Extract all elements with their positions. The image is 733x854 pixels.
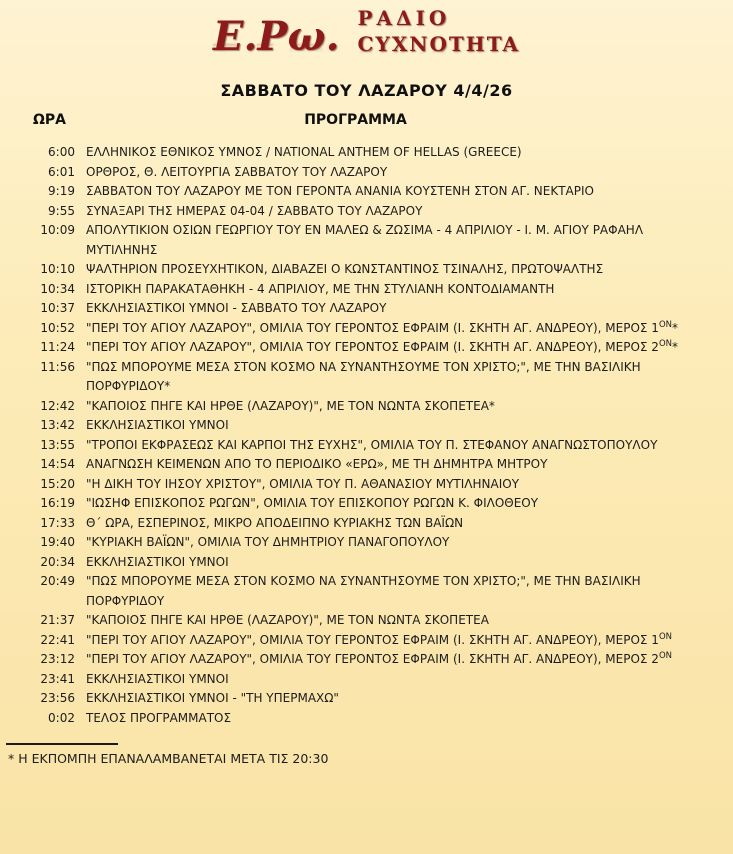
row-time: 10:52	[40, 320, 75, 335]
row-program-text: ΣΥΝΑΞΑΡΙ ΤΗΣ ΗΜΕΡΑΣ 04-04 / ΣΑΒΒΑΤΟ ΤΟΥ ΛΑΖΑΡΟΥ	[86, 203, 423, 218]
ordinal-superscript: ΟΝ	[658, 339, 672, 349]
row-program-text: ΕΚΚΛΗΣΙΑΣΤΙΚΟΙ ΥΜΝΟΙ	[86, 554, 229, 569]
table-row	[0, 202, 733, 222]
ordinal-superscript: ΟΝ	[658, 319, 672, 330]
row-time: 23:41	[40, 671, 75, 686]
station-name-line2: CYXNOTHTA	[357, 32, 521, 56]
row-time: 15:20	[40, 476, 75, 491]
row-time: 20:49	[40, 574, 75, 588]
row-program-text: ΕΚΚΛΗΣΙΑΣΤΙΚΟΙ ΥΜΝΟΙ	[86, 671, 229, 686]
table-row	[0, 397, 733, 417]
table-row	[0, 163, 733, 183]
row-program-text: "Η ΔΙΚΗ ΤΟΥ ΙΗΣΟΥ ΧΡΙΣΤΟΥ", ΟΜΙΛΙΑ ΤΟΥ Π. ΑΘΑΝΑΣΙΟΥ ΜΥΤΙΛΗΝΑΙΟΥ	[86, 476, 520, 491]
table-row	[0, 494, 733, 514]
table-row	[0, 455, 733, 475]
time-column-header: ΩΡΑ	[33, 112, 66, 128]
row-time: 20:34	[40, 554, 75, 569]
table-row	[0, 338, 733, 358]
table-row	[0, 514, 733, 534]
program-column-header: ΠΡΟΓΡΑΜΜΑ	[304, 112, 407, 128]
row-program-text: "ΠΕΡΙ ΤΟΥ ΑΓΙΟΥ ΛΑΖΑΡΟΥ", ΟΜΙΛΙΑ ΤΟΥ ΓΕΡΟΝΤΟΣ ΕΦΡΑΙΜ (Ι. ΣΚΗΤΗ ΑΓ. ΑΝΔΡΕΟΥ), ΜΕΡΟΣ $2^{ON}*$	[86, 339, 678, 354]
row-program-text: ΤΕΛΟΣ ΠΡΟΓΡΑΜΜΑΤΟΣ	[86, 710, 232, 725]
row-program-text: ΑΝΑΓΝΩΣΗ ΚΕΙΜΕΝΩΝ ΑΠΟ ΤΟ ΠΕΡΙΟΔΙΚΟ «ΕΡΩ», ΜΕ ΤΗ ΔΗΜΗΤΡΑ ΜΗΤΡΟΥ	[86, 457, 548, 471]
row-program-text: "ΠΕΡΙ ΤΟΥ ΑΓΙΟΥ ΛΑΖΑΡΟΥ", ΟΜΙΛΙΑ ΤΟΥ ΓΕΡΟΝΤΟΣ ΕΦΡΑΙΜ (Ι. ΣΚΗΤΗ ΑΓ. ΑΝΔΡΕΟΥ), ΜΕΡΟΣ $1^{ON}*$	[86, 319, 678, 335]
ero-logo-text: Ε.Ρω.	[212, 13, 340, 60]
table-row	[0, 416, 733, 436]
row-time: 21:37	[40, 613, 75, 627]
table-row	[0, 319, 733, 339]
row-program-text: ΨΑΛΤΗΡΙΟΝ ΠΡΟΣΕΥΧΗΤΙΚΟΝ, ΔΙΑΒΑΖΕΙ Ο ΚΩΝΣΤΑΝΤΙΝΟΣ ΤΣΙΝΑΛΗΣ, ΠΡΩΤΟΨΑΛΤΗΣ	[86, 262, 604, 276]
table-row	[0, 221, 733, 260]
row-time: 12:42	[40, 398, 75, 413]
row-program-text: ΕΛΛΗΝΙΚΟΣ ΕΘΝΙΚΟΣ ΥΜΝΟΣ / NATIONAL ANTHEM OF HELLAS (GREECE)	[86, 145, 522, 159]
row-program-text: "ΚΑΠΟΙΟΣ ΠΗΓΕ ΚΑΙ ΗΡΘΕ (ΛΑΖΑΡΟΥ)", ΜΕ ΤΟΝ ΝΩΝΤΑ ΣΚΟΠΕΤΕΑ*	[86, 398, 495, 413]
row-program-text: "ΠΕΡΙ ΤΟΥ ΑΓΙΟΥ ΛΑΖΑΡΟΥ", ΟΜΙΛΙΑ ΤΟΥ ΓΕΡΟΝΤΟΣ ΕΦΡΑΙΜ (Ι. ΣΚΗΤΗ ΑΓ. ΑΝΔΡΕΟΥ), ΜΕΡΟΣ $1^{ON}$	[86, 631, 672, 647]
table-row	[0, 611, 733, 631]
row-program-text: "ΠΕΡΙ ΤΟΥ ΑΓΙΟΥ ΛΑΖΑΡΟΥ", ΟΜΙΛΙΑ ΤΟΥ ΓΕΡΟΝΤΟΣ ΕΦΡΑΙΜ (Ι. ΣΚΗΤΗ ΑΓ. ΑΝΔΡΕΟΥ), ΜΕΡΟΣ $2^{ON}$	[86, 651, 672, 666]
table-row	[0, 260, 733, 280]
row-time: 10:10	[40, 262, 75, 276]
row-program-text: ΕΚΚΛΗΣΙΑΣΤΙΚΟΙ ΥΜΝΟΙ - "ΤΗ ΥΠΕΡΜΑΧΩ"	[86, 691, 339, 705]
row-time: 6:00	[48, 145, 75, 159]
table-header	[0, 112, 733, 132]
row-time: 13:42	[40, 418, 75, 432]
page-title: ΣΑΒΒΑΤΟ ΤΟΥ ΛΑΖΑΡΟΥ 4/4/26	[220, 81, 513, 100]
row-program-text: ΑΠΟΛΥΤΙΚΙΟΝ ΟΣΙΩΝ ΓΕΩΡΓΙΟΥ ΤΟΥ ΕΝ ΜΑΛΕΩ & ΖΩΣΙΜΑ - 4 ΑΠΡΙΛΙΟΥ - Ι. Μ. ΑΓΙΟΥ ΡΑΦΑΗΛ ΜΥΤΙΛΗΝΗΣ	[86, 223, 644, 257]
row-program-text: ΕΚΚΛΗΣΙΑΣΤΙΚΟΙ ΥΜΝΟΙ	[86, 418, 229, 432]
table-row	[0, 533, 733, 553]
row-time: 6:01	[48, 164, 75, 179]
row-time: 11:24	[40, 340, 75, 354]
footnote: * Η ΕΚΠΟΜΠΗ ΕΠΑΝΑΛΑΜΒΑΝΕΤΑΙ ΜΕΤΑ ΤΙΣ 20:30	[8, 751, 329, 766]
table-row	[0, 709, 733, 729]
ordinal-superscript: ΟΝ	[658, 631, 672, 642]
table-row	[0, 182, 733, 202]
table-row	[0, 280, 733, 300]
station-name-line1: ΡΑΔΙΟ	[357, 6, 451, 30]
row-program-text: ΕΚΚΛΗΣΙΑΣΤΙΚΟΙ ΥΜΝΟΙ - ΣΑΒΒΑΤΟ ΤΟΥ ΛΑΖΑΡΟΥ	[86, 301, 387, 315]
row-time: 23:56	[40, 691, 75, 705]
table-row	[0, 143, 733, 163]
station-logo	[0, 0, 733, 79]
row-time: 14:54	[40, 457, 75, 471]
program-list	[0, 143, 733, 728]
row-program-text: ΣΑΒΒΑΤΟΝ ΤΟΥ ΛΑΖΑΡΟΥ ΜΕ ΤΟΝ ΓΕΡΟΝΤΑ ΑΝΑΝΙΑ ΚΟΥΣΤΕΝΗ ΣΤΟΝ ΑΓ. ΝΕΚΤΑΡΙΟ	[86, 184, 594, 198]
row-program-text: "ΚΥΡΙΑΚΗ ΒΑΪΩΝ", ΟΜΙΛΙΑ ΤΟΥ ΔΗΜΗΤΡΙΟΥ ΠΑΝΑΓΟΠΟΥΛΟΥ	[86, 535, 450, 549]
row-time: 9:19	[48, 184, 75, 198]
row-program-text: "ΠΩΣ ΜΠΟΡΟΥΜΕ ΜΕΣΑ ΣΤΟΝ ΚΟΣΜΟ ΝΑ ΣΥΝΑΝΤΗΣΟΥΜΕ ΤΟΝ ΧΡΙΣΤΟ;", ΜΕ ΤΗΝ ΒΑΣΙΛΙΚΗ ΠΟΡΦΥΡΙΔΟΥ	[86, 574, 641, 608]
table-row	[0, 689, 733, 709]
row-time: 0:02	[48, 710, 75, 725]
row-program-text: ΙΣΤΟΡΙΚΗ ΠΑΡΑΚΑΤΑΘΗΚΗ - 4 ΑΠΡΙΛΙΟΥ, ΜΕ ΤΗΝ ΣΤΥΛΙΑΝΗ ΚΟΝΤΟΔΙΑΜΑΝΤΗ	[86, 281, 555, 296]
row-program-text: "ΚΑΠΟΙΟΣ ΠΗΓΕ ΚΑΙ ΗΡΘΕ (ΛΑΖΑΡΟΥ)", ΜΕ ΤΟΝ ΝΩΝΤΑ ΣΚΟΠΕΤΕΑ	[86, 613, 489, 627]
row-time: 11:56	[40, 359, 75, 374]
table-row	[0, 572, 733, 611]
row-program-text: "ΠΩΣ ΜΠΟΡΟΥΜΕ ΜΕΣΑ ΣΤΟΝ ΚΟΣΜΟ ΝΑ ΣΥΝΑΝΤΗΣΟΥΜΕ ΤΟΝ ΧΡΙΣΤΟ;", ΜΕ ΤΗΝ ΒΑΣΙΛΙΚΗ ΠΟΡΦΥΡΙΔΟΥ*	[86, 359, 641, 393]
row-time: 13:55	[40, 437, 75, 452]
table-row	[0, 299, 733, 319]
row-time: 16:19	[40, 496, 75, 510]
row-time: 10:09	[40, 223, 75, 237]
table-row	[0, 436, 733, 456]
row-time: 10:34	[40, 281, 75, 296]
row-time: 19:40	[40, 535, 75, 549]
table-row	[0, 475, 733, 495]
row-time: 23:12	[40, 652, 75, 666]
footnote-divider	[6, 743, 118, 745]
row-time: 22:41	[40, 632, 75, 647]
table-row	[0, 670, 733, 690]
row-program-text: "ΤΡΟΠΟΙ ΕΚΦΡΑΣΕΩΣ ΚΑΙ ΚΑΡΠΟΙ ΤΗΣ ΕΥΧΗΣ", ΟΜΙΛΙΑ ΤΟΥ Π. ΣΤΕΦΑΝΟΥ ΑΝΑΓΝΩΣΤΟΠΟΥΛΟΥ	[86, 437, 658, 452]
table-row	[0, 553, 733, 573]
row-program-text: Θ΄ ΩΡΑ, ΕΣΠΕΡΙΝΟΣ, ΜΙΚΡΟ ΑΠΟΔΕΙΠΝΟ ΚΥΡΙΑΚΗΣ ΤΩΝ ΒΑΪΩΝ	[86, 515, 464, 530]
table-row	[0, 650, 733, 670]
row-time: 9:55	[48, 203, 75, 218]
row-program-text: ΟΡΘΡΟΣ, Θ. ΛΕΙΤΟΥΡΓΙΑ ΣΑΒΒΑΤΟΥ ΤΟΥ ΛΑΖΑΡΟΥ	[86, 164, 388, 179]
row-program-text: "ΙΩΣΗΦ ΕΠΙΣΚΟΠΟΣ ΡΩΓΩΝ", ΟΜΙΛΙΑ ΤΟΥ ΕΠΙΣΚΟΠΟΥ ΡΩΓΩΝ Κ. ΦΙΛΟΘΕΟΥ	[86, 496, 539, 510]
station-name	[358, 5, 521, 57]
ordinal-superscript: ΟΝ	[658, 651, 672, 661]
row-time: 17:33	[40, 515, 75, 530]
table-row	[0, 358, 733, 397]
table-row	[0, 631, 733, 651]
row-time: 10:37	[40, 301, 75, 315]
